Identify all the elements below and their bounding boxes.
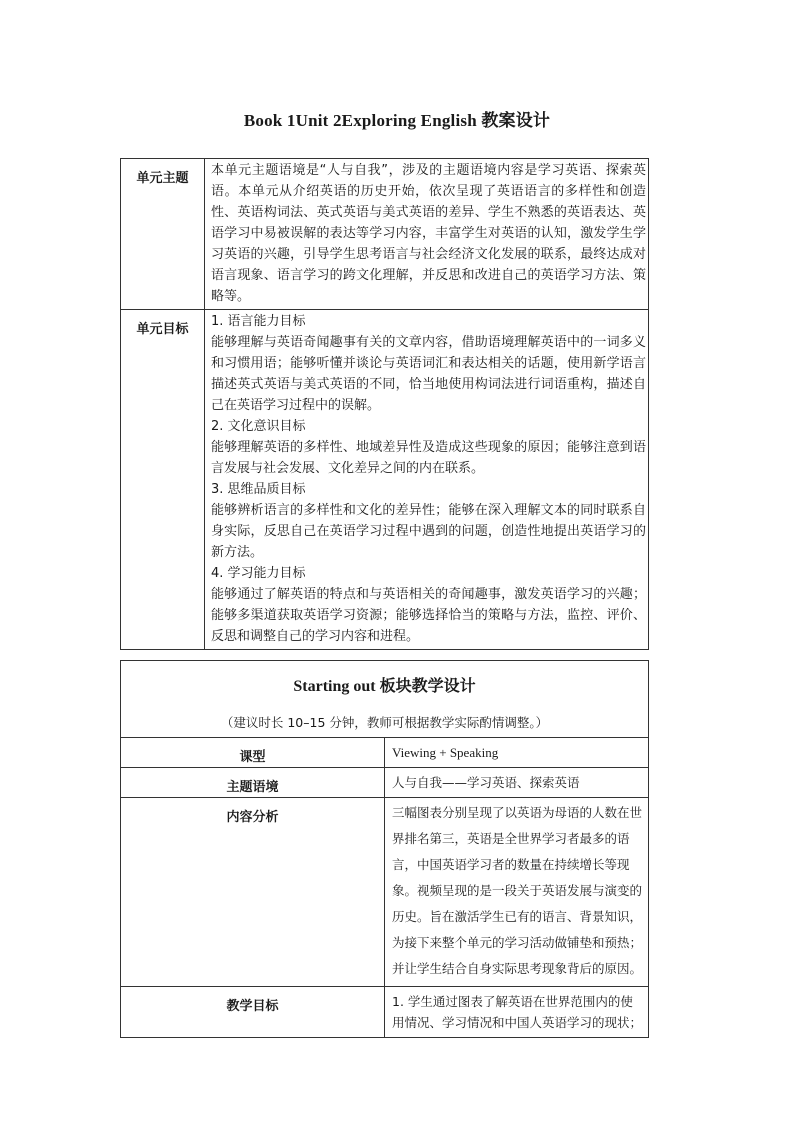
teaching-objective-value: 1. 学生通过图表了解英语在世界范围内的使用情况、学习情况和中国人英语学习的现状； <box>385 987 649 1038</box>
unit-overview-table <box>120 158 649 650</box>
section-design-table <box>120 660 649 1038</box>
unit-theme-text: 本单元主题语境是“人与自我”，涉及的主题语境内容是学习英语、探索英语。本单元从介绍英语的历史开始，依次呈现了英语语言的多样性和创造性、英语构词法、英式英语与美式英语的差异、学生不熟悉的英语表达、英语学习中易被误解的表达等学习内容，丰富学生对英语的认知，激发学生学习英语的兴趣，引导学生思考语言与社会经济文化发展的联系，最终达成对语言现象、语言学习的跨文化理解，并反思和改进自己的英语学习方法、策略等。 <box>205 159 649 310</box>
theme-context-value: 人与自我——学习英语、探索英语 <box>385 768 649 798</box>
lesson-type-value: Viewing + Speaking <box>385 738 649 768</box>
document-title: Book 1Unit 2Exploring English 教案设计 <box>243 111 551 130</box>
content-analysis-label: 内容分析 <box>121 798 385 987</box>
table-row <box>121 310 649 650</box>
section-header-cell <box>121 661 649 738</box>
table-row <box>121 798 649 987</box>
goal-heading: 2. 文化意识目标 <box>211 419 306 434</box>
unit-goal-content <box>205 310 649 650</box>
unit-theme-label: 单元主题 <box>121 159 205 310</box>
table-row <box>121 738 649 768</box>
goal-text: 能够理解与英语奇闻趣事有关的文章内容，借助语境理解英语中的一词多义和习惯用语；能够听懂并谈论与英语词汇和表达相关的话题，使用新学语言描述英式英语与美式英语的不同，恰当地使用构词法进行词语重构，描述自己在英语学习过程中的误解。 <box>211 335 646 413</box>
goal-heading: 4. 学习能力目标 <box>211 566 306 581</box>
goal-heading: 3. 思维品质目标 <box>211 482 306 497</box>
goal-text: 能够通过了解英语的特点和与英语相关的奇闻趣事，激发英语学习的兴趣；能够多渠道获取英语学习资源；能够选择恰当的策略与方法，监控、评价、反思和调整自己的学习内容和进程。 <box>211 587 646 644</box>
goal-text: 能够辨析语言的多样性和文化的差异性；能够在深入理解文本的同时联系自身实际，反思自己在英语学习过程中遇到的问题，创造性地提出英语学习的新方法。 <box>211 503 646 560</box>
section-title: Starting out 板块教学设计 <box>293 678 476 695</box>
teaching-objective-label: 教学目标 <box>121 987 385 1038</box>
unit-goal-label: 单元目标 <box>121 310 205 650</box>
goal-text: 能够理解英语的多样性、地域差异性及造成这些现象的原因；能够注意到语言发展与社会发展、文化差异之间的内在联系。 <box>211 440 646 476</box>
table-row <box>121 661 649 738</box>
goal-heading: 1. 语言能力目标 <box>211 314 306 329</box>
section-duration-note: （建议时长 10–15 分钟，教师可根据教学实际酌情调整。） <box>220 715 549 730</box>
lesson-type-label: 课型 <box>121 738 385 768</box>
theme-context-label: 主题语境 <box>121 768 385 798</box>
table-row <box>121 987 649 1038</box>
content-analysis-value: 三幅图表分别呈现了以英语为母语的人数在世界排名第三，英语是全世界学习者最多的语言，中国英语学习者的数量在持续增长等现象。视频呈现的是一段关于英语发展与演变的历史。旨在激活学生已有的语言、背景知识，为接下来整个单元的学习活动做铺垫和预热；并让学生结合自身实际思考现象背后的原因。 <box>385 798 649 987</box>
table-row <box>121 768 649 798</box>
table-row <box>121 159 649 310</box>
